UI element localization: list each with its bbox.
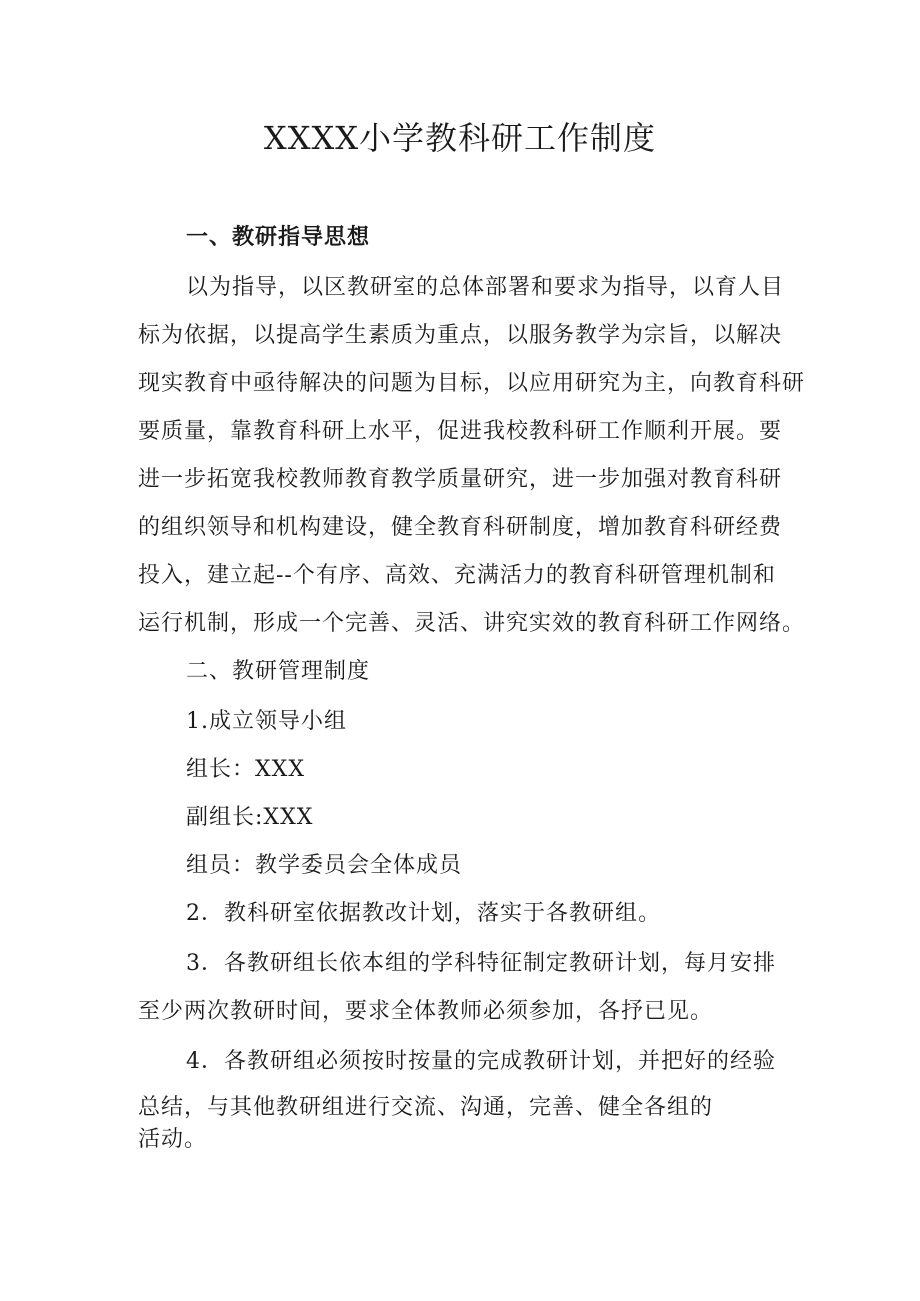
paragraph-line: 现实教育中亟待解决的问题为目标，以应用研究为主，向教育科研 (138, 371, 806, 396)
list-item: 组员：教学委员会全体成员 (186, 853, 463, 878)
paragraph-line: 运行机制，形成一个完善、灵活、讲究实效的教育科研工作网络。 (138, 611, 806, 636)
paragraph-line: 的组织领导和机构建设，健全教育科研制度，增加教育科研经费 (138, 515, 783, 540)
document-title: XXXX小学教科研工作制度 (263, 119, 657, 157)
paragraph-line: 标为依据，以提高学生素质为重点，以服务教学为宗旨，以解决 (138, 323, 783, 348)
paragraph-line: 进一步拓宽我校教师教育教学质量研究，进一步加强对教育科研 (138, 467, 783, 492)
section-heading-1: 一、教研指导思想 (186, 225, 371, 250)
paragraph-line: 投入，建立起--个有序、高效、充满活力的教育科研管理机制和 (138, 563, 776, 588)
list-item: 2．教科研室依据教改计划，落实于各教研组。 (186, 901, 661, 926)
list-item: 3．各教研组长依本组的学科特征制定教研计划，每月安排 (186, 951, 776, 976)
paragraph-line: 活动。 (138, 1127, 208, 1152)
paragraph-line: 至少两次教研时间，要求全体教师必须参加，各抒已见。 (138, 999, 714, 1024)
list-item: 1.成立领导小组 (186, 709, 347, 734)
list-item: 4．各教研组必须按时按量的完成教研计划，并把好的经验 (186, 1049, 776, 1074)
list-item: 副组长:XXX (186, 805, 314, 830)
section-heading-2: 二、教研管理制度 (186, 659, 371, 684)
paragraph-line: 以为指导，以区教研室的总体部署和要求为指导，以育人目 (186, 275, 785, 300)
paragraph-line: 要质量，靠教育科研上水平，促进我校教科研工作顺利开展。要 (138, 419, 783, 444)
list-item: 组长：XXX (186, 757, 305, 782)
paragraph-line: 总结，与其他教研组进行交流、沟通，完善、健全各组的 (138, 1095, 714, 1120)
